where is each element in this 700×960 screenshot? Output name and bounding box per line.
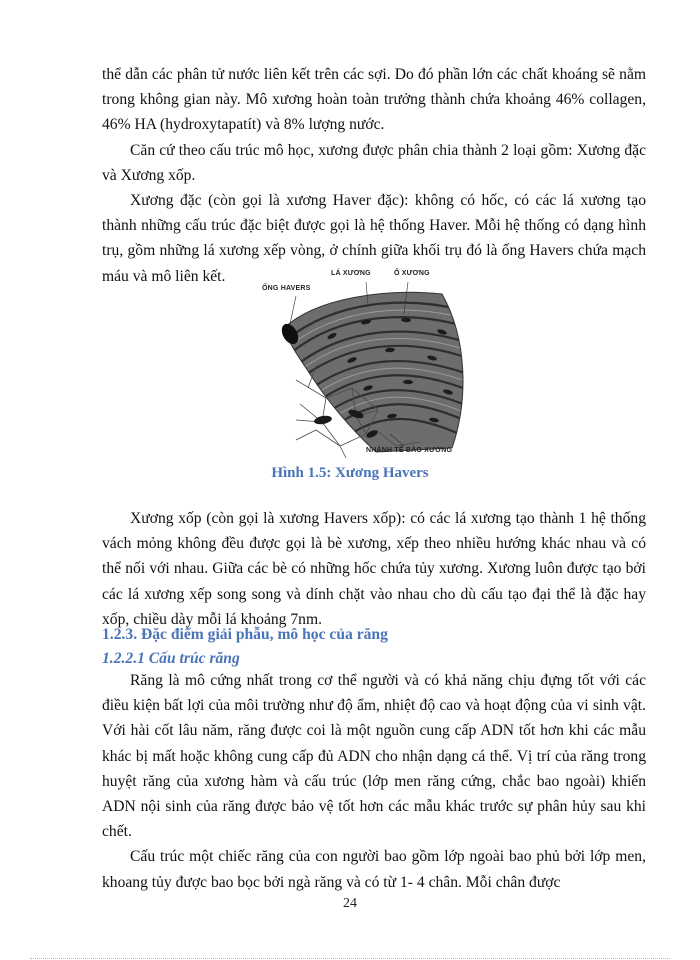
paragraph: Răng là mô cứng nhất trong cơ thể người và có khả năng chịu đựng tốt với các điều kiện bất lợi của môi trường như độ ẩm, nhiệt độ cao và hoạt động của vi sinh vật. Với hài cốt lâu năm, răng được coi là một nguồn cung cấp ADN tốt hơn khi các mẫu khác bị mất hoặc không cung cấp đủ ADN cho nhận dạng cá thể. Vị trí của răng trong huyệt răng của xương hàm và cấu trúc (lớp men răng cứng, chắc bao ngoài) khiến ADN nội sinh của răng được bảo vệ tốt hơn các mẫu khác trước sự phân hủy sau khi chết. bbox=[102, 672, 646, 841]
page-number: 24 bbox=[343, 896, 357, 911]
paragraph: Xương xốp (còn gọi là xương Havers xốp): có các lá xương tạo thành 1 hệ thống vách mỏng không đều được gọi là bè xương, xếp theo nhiều hướng khác nhau và có thể nối với nhau. Giữa các bè có những hốc chứa tủy xương. Xương luôn được tạo bởi các lá xương xếp song song và dính chặt vào nhau cho dù cấu tạo đại thể là đặc hay xốp, chiều dày mỗi lá khoảng 7nm. bbox=[102, 510, 646, 628]
label-nhanh-te-bao: NHÁNH TẾ BÀO XƯƠNG bbox=[366, 447, 453, 454]
paragraph: Căn cứ theo cấu trúc mô học, xương được phân chia thành 2 loại gồm: Xương đặc và Xương xốp. bbox=[102, 141, 646, 184]
body-text-teeth bbox=[102, 668, 646, 895]
subsection-heading: 1.2.2.1 Cấu trúc răng bbox=[102, 650, 240, 667]
page-divider bbox=[30, 958, 670, 959]
body-text-spongy bbox=[102, 506, 646, 632]
label-ong-havers: ỐNG HAVERS bbox=[262, 285, 311, 292]
havers-bone-figure bbox=[256, 270, 472, 460]
havers-bone-illustration bbox=[256, 270, 472, 460]
figure-caption: Hình 1.5: Xương Havers bbox=[271, 465, 429, 481]
label-o-xuong: Ổ XƯƠNG bbox=[394, 270, 430, 277]
paragraph: Xương đặc (còn gọi là xương Haver đặc): không có hốc, có các lá xương tạo thành những cấu trúc đặc biệt được gọi là hệ thống Haver. Mỗi hệ thống có dạng hình trụ, gồm những lá xương xếp vòng, ở chính giữa khối trụ đó là ống Havers chứa mạch máu và mô liên kết. bbox=[102, 192, 646, 285]
body-text-top bbox=[102, 62, 646, 289]
section-heading: 1.2.3. Đặc điểm giải phẫu, mô học của răng bbox=[102, 626, 388, 643]
paragraph: Cấu trúc một chiếc răng của con người bao gồm lớp ngoài bao phủ bởi lớp men, khoang tủy được bao bọc bởi ngà răng và có từ 1- 4 chân. Mỗi chân được bbox=[102, 848, 646, 891]
paragraph: thể dẫn các phân tử nước liên kết trên các sợi. Do đó phần lớn các chất khoáng sẽ nằm trong không gian này. Mô xương hoàn toàn trưởng thành chứa khoảng 46% collagen, 46% HA (hydroxytapatít) và 8% lượng nước. bbox=[102, 66, 646, 134]
bone-lamellae bbox=[256, 270, 472, 460]
label-la-xuong: LÁ XƯƠNG bbox=[331, 270, 371, 277]
